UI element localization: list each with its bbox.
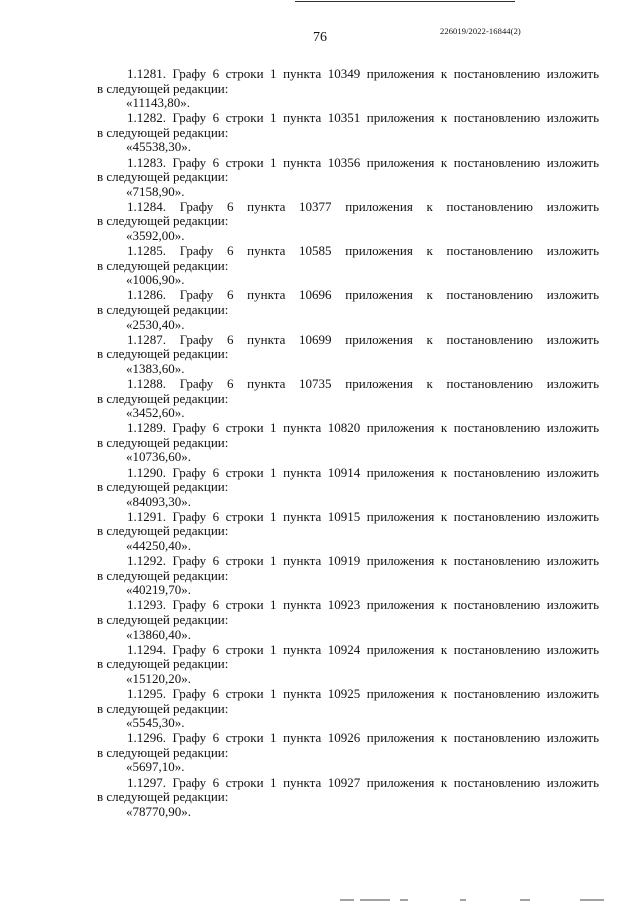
amendment-value: «44250,40».	[126, 538, 191, 553]
amendment-value: «5697,10».	[126, 759, 185, 775]
amendment-instruction: 1.1297. Графу 6 строки 1 пункта 10927 приложения к постановлению изложить	[127, 774, 599, 790]
amendment-continuation: в следующей редакции:	[97, 611, 229, 627]
amendment-continuation: в следующей редакции:	[97, 479, 229, 495]
amendment-continuation: в следующей редакции:	[97, 789, 229, 805]
amendment-value: «13860,40».	[126, 626, 191, 642]
amendment-continuation: в следующей редакции:	[97, 80, 229, 96]
amendment-value: «3452,60».	[126, 405, 185, 421]
amendment-item	[97, 67, 599, 111]
amendment-instruction: 1.1282. Графу 6 строки 1 пункта 10351 приложения к постановлению изложить	[127, 110, 599, 126]
amendment-value: «10736,60».	[126, 449, 191, 465]
amendment-continuation: в следующей редакции:	[97, 567, 229, 583]
amendment-instruction: 1.1285. Графу 6 пункта 10585 приложения к постановлению изложить	[127, 243, 599, 259]
amendment-continuation: в следующей редакции:	[97, 302, 229, 317]
amendment-continuation: в следующей редакции:	[97, 390, 229, 406]
amendment-instruction: 1.1291. Графу 6 строки 1 пункта 10915 приложения к постановлению изложить	[127, 508, 599, 524]
amendment-continuation: в следующей редакции:	[97, 700, 229, 716]
amendment-item	[97, 510, 599, 554]
amendment-instruction: 1.1281. Графу 6 строки 1 пункта 10349 приложения к постановлению изложить	[127, 66, 599, 81]
amendment-item	[97, 687, 599, 731]
amendment-continuation: в следующей редакции:	[97, 257, 229, 273]
amendment-continuation: в следующей редакции:	[97, 434, 229, 450]
amendment-value: «78770,90».	[126, 803, 191, 819]
amendment-value: «84093,30».	[126, 493, 191, 509]
amendment-value: «3592,00».	[126, 228, 185, 244]
amendment-value: «15120,20».	[126, 670, 191, 686]
amendment-continuation: в следующей редакции:	[97, 523, 229, 539]
amendment-instruction: 1.1292. Графу 6 строки 1 пункта 10919 приложения к постановлению изложить	[127, 553, 599, 569]
amendment-value: «7158,90».	[126, 183, 185, 199]
amendments-list	[97, 67, 599, 820]
amendment-value: «45538,30».	[126, 139, 191, 155]
amendment-item	[97, 643, 599, 687]
top-divider	[295, 1, 515, 2]
amendment-item	[97, 466, 599, 510]
amendment-item	[97, 598, 599, 642]
amendment-instruction: 1.1289. Графу 6 строки 1 пункта 10820 приложения к постановлению изложить	[127, 420, 599, 436]
amendment-continuation: в следующей редакции:	[97, 213, 229, 229]
scan-footer-marks	[340, 897, 610, 903]
page-number: 76	[313, 30, 327, 45]
amendment-item	[97, 156, 599, 200]
amendment-continuation: в следующей редакции:	[97, 744, 229, 760]
amendment-instruction: 1.1286. Графу 6 пункта 10696 приложения к постановлению изложить	[127, 287, 599, 303]
amendment-instruction: 1.1284. Графу 6 пункта 10377 приложения к постановлению изложить	[127, 198, 599, 214]
amendment-value: «2530,40».	[126, 316, 185, 332]
amendment-instruction: 1.1287. Графу 6 пункта 10699 приложения к постановлению изложить	[127, 331, 599, 347]
amendment-item	[97, 554, 599, 598]
amendment-instruction: 1.1296. Графу 6 строки 1 пункта 10926 приложения к постановлению изложить	[127, 730, 599, 746]
amendment-instruction: 1.1294. Графу 6 строки 1 пункта 10924 приложения к постановлению изложить	[127, 641, 599, 657]
amendment-instruction: 1.1290. Графу 6 строки 1 пункта 10914 приложения к постановлению изложить	[127, 464, 599, 480]
amendment-value: «5545,30».	[126, 715, 185, 731]
amendment-continuation: в следующей редакции:	[97, 124, 229, 140]
amendment-item	[97, 776, 599, 820]
amendment-continuation: в следующей редакции:	[97, 169, 229, 185]
amendment-item	[97, 421, 599, 465]
amendment-instruction: 1.1295. Графу 6 строки 1 пункта 10925 приложения к постановлению изложить	[127, 685, 599, 701]
document-code: 226019/2022-16844(2)	[440, 26, 521, 36]
amendment-value: «1006,90».	[126, 272, 185, 288]
amendment-instruction: 1.1283. Графу 6 строки 1 пункта 10356 приложения к постановлению изложить	[127, 154, 599, 170]
amendment-item	[97, 333, 599, 377]
amendment-item	[97, 244, 599, 288]
amendment-continuation: в следующей редакции:	[97, 346, 229, 362]
amendment-value: «11143,80».	[126, 95, 191, 111]
amendment-value: «1383,60».	[126, 360, 185, 376]
amendment-item	[97, 200, 599, 244]
amendment-instruction: 1.1288. Графу 6 пункта 10735 приложения к постановлению изложить	[127, 375, 599, 391]
amendment-item	[97, 377, 599, 421]
amendment-continuation: в следующей редакции:	[97, 656, 229, 672]
amendment-value: «40219,70».	[126, 582, 191, 598]
amendment-item	[97, 288, 599, 332]
amendment-item	[97, 731, 599, 775]
amendment-item	[97, 111, 599, 155]
amendment-instruction: 1.1293. Графу 6 строки 1 пункта 10923 приложения к постановлению изложить	[127, 597, 599, 613]
